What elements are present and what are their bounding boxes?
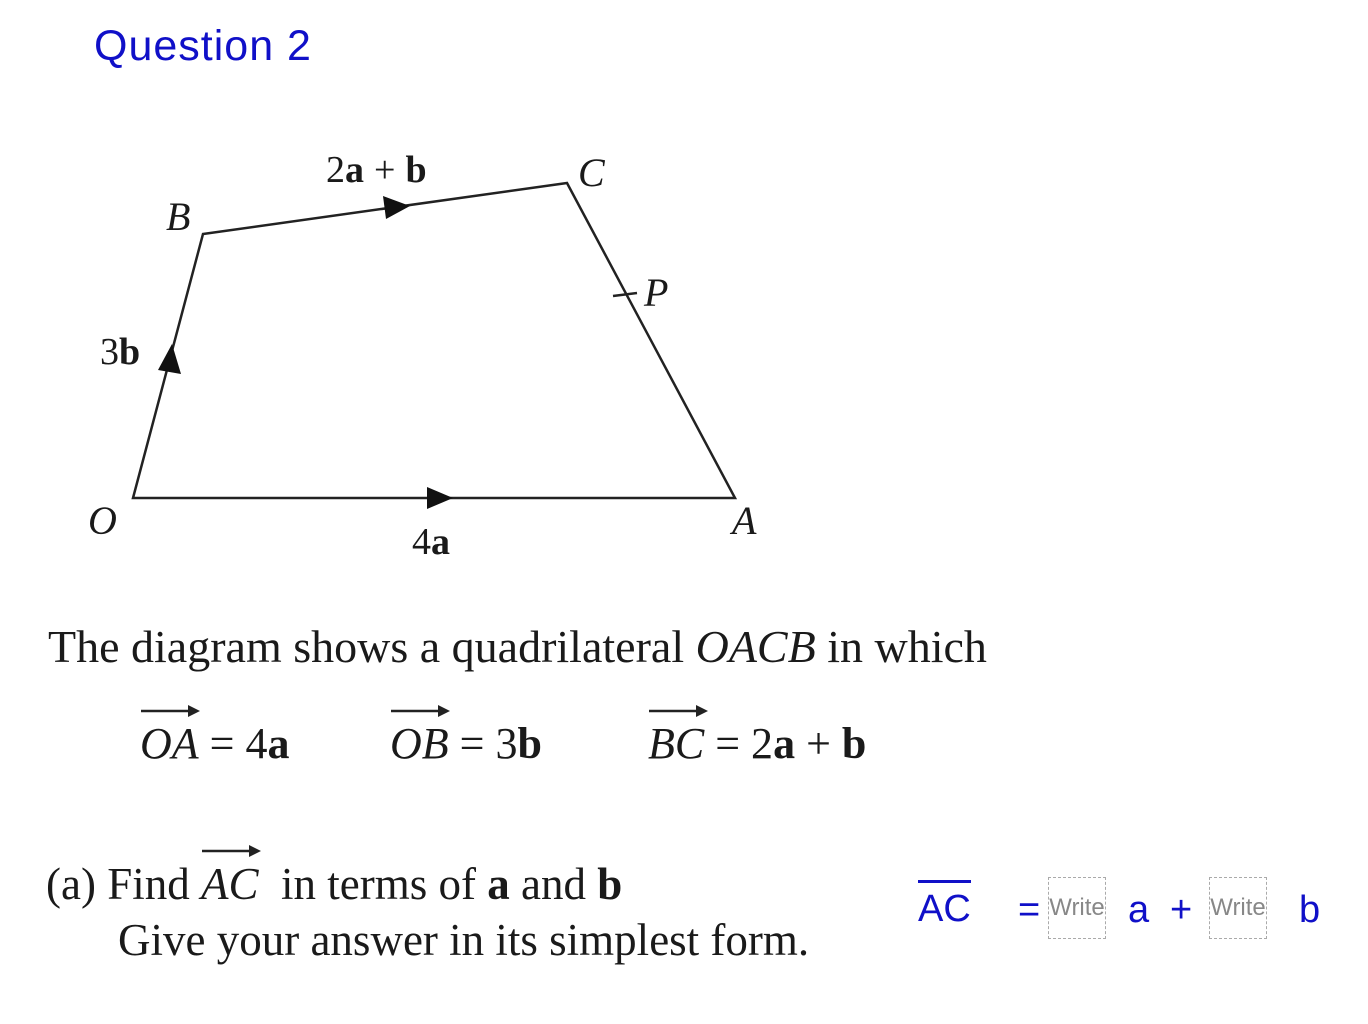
- vector-arrow-icon: [648, 704, 708, 718]
- quadrilateral-outline: [133, 183, 735, 498]
- vector-ob-equation: OB = 3b: [390, 718, 542, 769]
- answer-equals: =: [1018, 889, 1041, 931]
- vertex-c-label: C: [578, 150, 605, 195]
- arrow-oa-icon: [427, 487, 453, 509]
- arrow-ob-icon: [158, 344, 181, 374]
- vector-oa-equation: OA = 4a: [140, 718, 289, 769]
- vector-arrow-icon: [390, 704, 450, 718]
- answer-lhs-vector: AC: [918, 880, 971, 933]
- shape-name: OACB: [695, 621, 816, 672]
- coefficient-b-input[interactable]: [1209, 877, 1267, 939]
- edge-oa-label: 4a: [412, 521, 450, 563]
- vertex-a-label: A: [732, 498, 757, 543]
- vector-arrow-icon: [201, 844, 261, 858]
- answer-plus: +: [1170, 889, 1193, 931]
- coefficient-a-input[interactable]: [1048, 877, 1106, 939]
- vertex-o-label: O: [88, 498, 117, 543]
- p-tick-mark: [613, 293, 637, 296]
- edge-bc-label: 2a + b: [326, 149, 427, 191]
- part-a-instruction: Give your answer in its simplest form.: [118, 915, 810, 965]
- point-p-label: P: [644, 270, 669, 315]
- edge-ob-label: 3b: [100, 331, 141, 373]
- vector-arrow-icon: [140, 704, 200, 718]
- answer-var-b: b: [1299, 889, 1321, 931]
- vertex-b-label: B: [166, 194, 191, 239]
- answer-var-a: a: [1128, 889, 1150, 931]
- arrow-bc-icon: [383, 196, 410, 219]
- question-title: Question 2: [94, 22, 312, 70]
- vector-bc-equation: BC = 2a + b: [648, 718, 866, 769]
- problem-description: The diagram shows a quadrilateral OACB in which: [48, 621, 987, 672]
- part-a-question: (a) Find AC in terms of a and b: [46, 858, 622, 910]
